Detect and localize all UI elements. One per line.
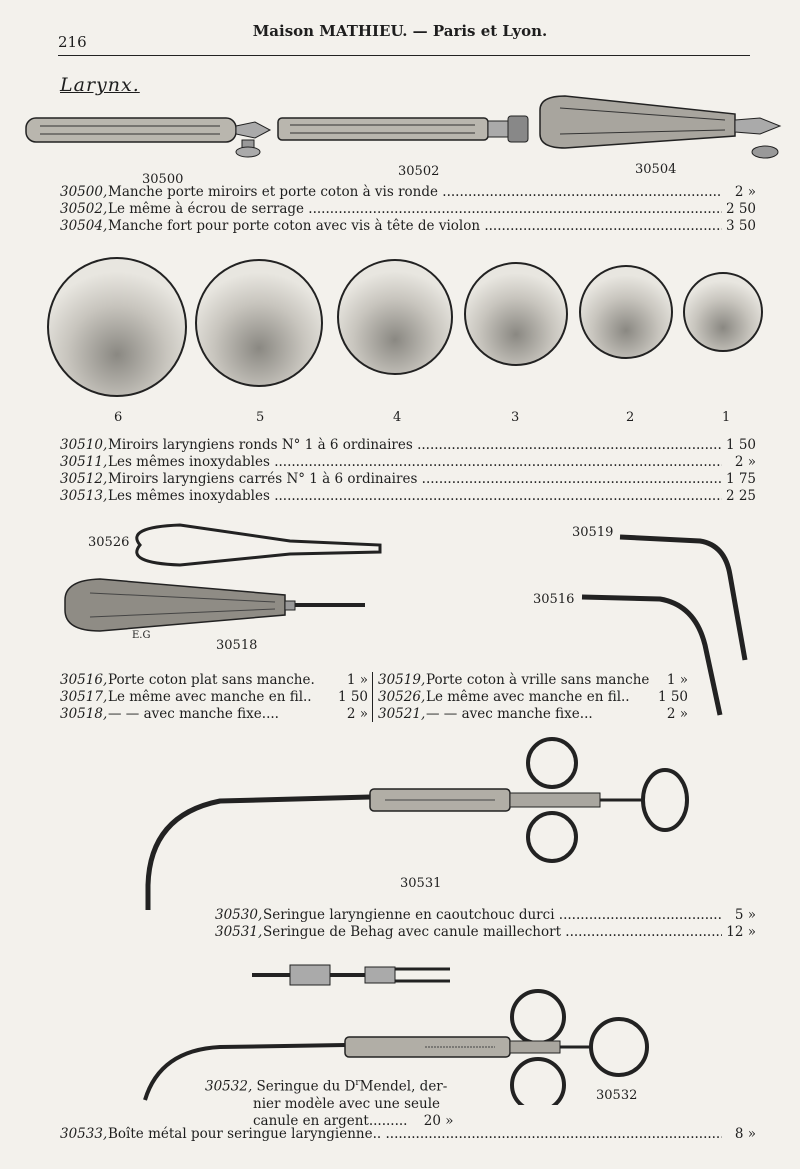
handle-label-30502: 30502	[398, 164, 440, 179]
mirror-4-drawing	[338, 260, 452, 374]
header-rule	[58, 55, 750, 56]
item-price: 2 »	[346, 706, 368, 722]
item-ref: 30518,	[60, 706, 108, 722]
page-number: 216	[58, 33, 87, 51]
cotton-holder-label-30519: 30519	[572, 525, 614, 540]
item-ref: 30519,	[378, 672, 426, 688]
cotton-holder-label-30518: 30518	[216, 638, 258, 653]
list-item	[60, 184, 756, 201]
cotton-holder-30526-drawing	[137, 525, 380, 565]
item-price: 1 75	[725, 471, 756, 487]
item-ref: 30500,	[60, 184, 108, 200]
cotton-holder-label-30516: 30516	[533, 592, 575, 607]
item-desc: Le même avec manche en fil..	[426, 689, 630, 705]
item-price: 3 50	[725, 218, 756, 234]
list-item	[60, 488, 756, 505]
item-price: 12 »	[726, 924, 756, 940]
item-ref: 30511,	[60, 454, 108, 470]
mirror-label: 4	[393, 410, 402, 425]
mirror-1-drawing	[684, 273, 762, 351]
list-item	[378, 672, 688, 689]
handle-30504-drawing	[540, 96, 780, 158]
item-desc: — — avec manche fixe...	[426, 706, 593, 722]
item-desc: Porte coton plat sans manche.	[108, 672, 315, 688]
column-divider	[372, 672, 373, 722]
list-item	[60, 672, 368, 689]
item-price: 8 »	[734, 1126, 756, 1142]
item-price: 2 25	[725, 488, 756, 504]
item-ref: 30530,	[215, 907, 263, 923]
handle-30502-drawing	[278, 116, 528, 142]
list-item	[60, 454, 756, 471]
item-price: 5 »	[734, 907, 756, 923]
item-ref: 30517,	[60, 689, 108, 705]
item-ref: 30532,	[205, 1078, 253, 1095]
item-ref: 30531,	[215, 924, 263, 940]
mirror-label: 1	[722, 410, 731, 425]
list-item	[60, 706, 368, 723]
list-item	[60, 201, 756, 218]
item-ref: 30510,	[60, 437, 108, 453]
item-desc: Le même avec manche en fil..	[108, 689, 312, 705]
mirror-label: 3	[511, 410, 520, 425]
mirror-label: 5	[256, 410, 265, 425]
handle-label-30504: 30504	[635, 162, 677, 177]
item-desc: Le même à écrou de serrage .....	[108, 201, 722, 218]
item-ref: 30521,	[378, 706, 426, 722]
mirror-5-drawing	[196, 260, 322, 386]
mirror-label: 2	[626, 410, 635, 425]
item-price: 20 »	[423, 1112, 454, 1129]
cotton-holder-30518-drawing	[65, 579, 365, 631]
item-ref: 30533,	[60, 1126, 108, 1142]
item-desc-sup: r	[355, 1078, 360, 1088]
item-price: 1 »	[666, 672, 688, 688]
item-desc: Seringue laryngienne en caoutchouc durci .....	[263, 907, 722, 924]
syringe-label-30532: 30532	[596, 1088, 638, 1103]
item-price: 2 »	[734, 184, 756, 200]
item-price: 2 50	[725, 201, 756, 217]
item-desc: Boîte métal pour seringue laryngienne.. .....	[108, 1126, 722, 1143]
item-desc: Les mêmes inoxydables .....	[108, 454, 722, 471]
page-header-title: Maison MATHIEU. — Paris et Lyon.	[252, 22, 548, 40]
list-item	[215, 924, 756, 941]
list-item	[60, 1126, 756, 1143]
handle-label-30500: 30500	[142, 172, 184, 187]
item-desc: Miroirs laryngiens ronds N° 1 à 6 ordinaires .....	[108, 437, 722, 454]
maker-mark: E.G	[132, 630, 151, 641]
mirror-3-drawing	[465, 263, 567, 365]
list-item	[60, 471, 756, 488]
mendel-syringe-entry	[205, 1075, 453, 1130]
item-ref: 30512,	[60, 471, 108, 487]
item-ref: 30513,	[60, 488, 108, 504]
syringe-label-30531: 30531	[400, 876, 442, 891]
item-desc: — — avec manche fixe....	[108, 706, 279, 722]
list-item	[60, 218, 756, 235]
item-price: 1 »	[346, 672, 368, 688]
mirror-label: 6	[114, 410, 123, 425]
item-ref: 30502,	[60, 201, 108, 217]
item-price: 1 50	[337, 689, 368, 705]
handle-30500-drawing	[26, 118, 270, 157]
item-ref: 30516,	[60, 672, 108, 688]
item-price: 1 50	[725, 437, 756, 453]
item-desc: Seringue de Behag avec canule maillechort .....	[263, 924, 722, 941]
item-desc-line2: nier modèle avec une seule	[253, 1095, 441, 1112]
handles-illustration	[20, 90, 790, 160]
item-price: 2 »	[666, 706, 688, 722]
mirror-2-drawing	[580, 266, 672, 358]
item-desc-line1: Seringue du D	[256, 1078, 356, 1095]
item-desc: Les mêmes inoxydables .....	[108, 488, 722, 505]
list-item	[378, 706, 688, 723]
item-price: 1 50	[657, 689, 688, 705]
list-item	[215, 907, 756, 924]
list-item	[378, 689, 688, 706]
item-desc: Manche porte miroirs et porte coton à vis ronde .....	[108, 184, 722, 201]
mirror-6-drawing	[48, 258, 186, 396]
item-desc-line3: canule en argent.........	[253, 1112, 408, 1129]
item-desc: Porte coton à vrille sans manche	[426, 672, 650, 688]
item-ref: 30526,	[378, 689, 426, 705]
cannula-drawing	[252, 965, 450, 985]
list-item	[60, 689, 368, 706]
list-item	[60, 437, 756, 454]
mirrors-illustration	[40, 250, 770, 400]
item-desc: Manche fort pour porte coton avec vis à tête de violon .....	[108, 218, 722, 235]
cotton-holder-label-30526: 30526	[88, 535, 130, 550]
item-price: 2 »	[734, 454, 756, 470]
item-ref: 30504,	[60, 218, 108, 234]
item-desc: Miroirs laryngiens carrés N° 1 à 6 ordinaires .....	[108, 471, 722, 488]
item-desc-line1b: Mendel, der-	[359, 1078, 448, 1095]
section-title: Larynx.	[60, 74, 140, 96]
